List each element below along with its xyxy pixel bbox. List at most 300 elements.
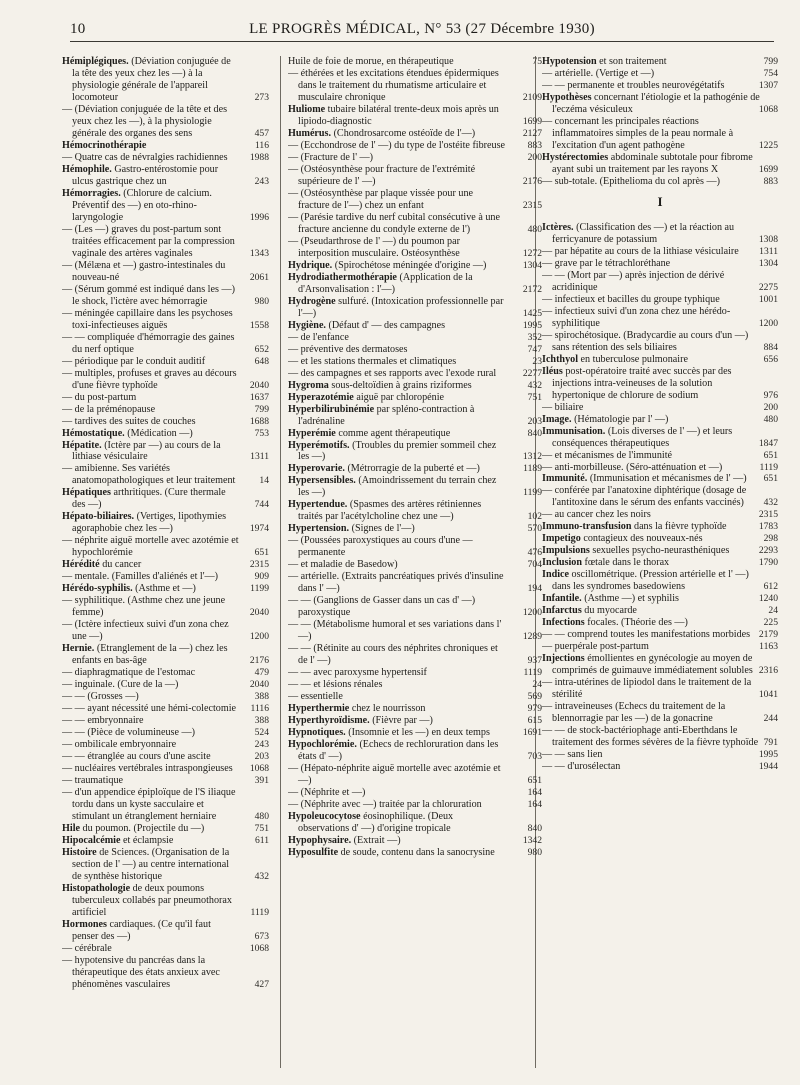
entry-heading: Hormones xyxy=(62,918,107,930)
page-reference: 244 xyxy=(763,713,778,725)
entry-heading: Hépatiques xyxy=(62,487,111,499)
section-letter: I xyxy=(657,193,663,209)
index-entry xyxy=(542,402,778,414)
page-reference: 612 xyxy=(763,581,778,593)
index-entry xyxy=(62,703,269,715)
index-entry xyxy=(542,366,778,402)
page-reference: 1558 xyxy=(249,319,269,331)
entry-text: sous-deltoïdien à grains riziformes xyxy=(331,379,472,391)
entry-text: (Métrorragie de la puberté et —) xyxy=(347,463,480,475)
index-entry xyxy=(62,56,269,104)
index-entry xyxy=(542,569,778,593)
index-entry xyxy=(62,715,269,727)
entry-heading: Hyperazotémie xyxy=(288,391,354,403)
entry-text: — diaphragmatique de l'estomac xyxy=(62,667,196,679)
index-entry xyxy=(288,140,542,152)
page-reference: 2179 xyxy=(758,629,778,641)
entry-text: abdominale subtotale pour fibrome ayant subi un traitement par les rayons X xyxy=(552,151,753,175)
index-entry xyxy=(62,619,269,643)
index-entry xyxy=(542,545,778,557)
entry-text: — et mécanismes de l'immunité xyxy=(542,449,673,461)
page-reference: 744 xyxy=(254,499,269,511)
entry-heading: Hémostatique. xyxy=(62,427,125,439)
index-entry xyxy=(288,715,542,727)
index-entry xyxy=(288,332,542,344)
index-entry xyxy=(542,473,778,485)
entry-text: — — sans lien xyxy=(542,749,603,761)
page-reference: 1289 xyxy=(522,631,542,643)
index-entry xyxy=(542,176,778,188)
index-entry xyxy=(288,164,542,188)
index-entry xyxy=(542,653,778,677)
entry-heading: Hypothèses xyxy=(542,91,592,103)
entry-text: — au cancer chez les noirs xyxy=(542,509,651,521)
page-reference: 1312 xyxy=(522,451,542,463)
entry-heading: Hipocalcémie xyxy=(62,834,121,846)
entry-heading: Hygiène. xyxy=(288,319,326,331)
entry-text: (Spasmes des artères rétiniennes traités par l'acétylcholine chez une —) xyxy=(298,499,482,523)
index-entry xyxy=(288,727,542,739)
index-entry xyxy=(288,463,542,475)
page-reference: 1200 xyxy=(249,631,269,643)
page-reference: 75 xyxy=(532,56,542,67)
page-reference: 799 xyxy=(254,403,269,415)
entry-text: — (Parésie tardive du nerf cubital consécutive à une fracture ancienne du condyle externe de l') xyxy=(288,211,500,235)
entry-text: — nucléaires vertébrales intraspongieuses xyxy=(62,763,233,775)
entry-text: (Médication —) xyxy=(127,427,193,439)
entry-text: chez le nourrisson xyxy=(351,703,426,715)
entry-text: — (Sérum gommé est indiqué dans les —) le shock, l'ictère avec hémorragie xyxy=(62,283,235,307)
entry-heading: Immunisation. xyxy=(542,425,606,437)
index-entry xyxy=(288,212,542,236)
page-reference: 2172 xyxy=(522,283,542,295)
page-reference: 979 xyxy=(527,703,542,715)
entry-text: — — permanente et troubles neurovégétatifs xyxy=(542,79,725,91)
entry-text: — sub-totale. (Epithelioma du col après —) xyxy=(542,175,720,187)
entry-text: — puerpérale post-partum xyxy=(542,641,649,653)
index-entry xyxy=(288,835,542,847)
entry-heading: Immuno-transfusion xyxy=(542,521,632,533)
entry-text: — d'un appendice épiploïque de l'S iliaque tordu dans un kyste sacculaire et stimulant un étranglement herniaire xyxy=(62,787,236,823)
entry-text: — (Fracture de l' —) xyxy=(288,151,374,163)
entry-text: post-opératoire traité avec succès par des injections intra-veineuses de la solution hypertonique de chlorure de sodium xyxy=(552,365,732,401)
entry-text: — tardives des suites de couches xyxy=(62,415,196,427)
index-entry xyxy=(542,426,778,450)
entry-text: — (Ictère infectieux suivi d'un zona chez une —) xyxy=(62,619,229,643)
page-reference: 611 xyxy=(254,834,269,846)
page-reference: 1200 xyxy=(522,607,542,619)
index-entry xyxy=(288,428,542,440)
entry-text: — (Ostéosynthèse par plaque vissée pour une fracture de l'—) chez un enfant xyxy=(288,187,474,211)
entry-text: dans la fièvre typhoïde xyxy=(634,521,727,533)
page-reference: 883 xyxy=(763,175,778,187)
entry-heading: Hypoleucocytose xyxy=(288,811,361,823)
entry-text: — (Les —) graves du post-partum sont traitées efficacement par la compression vaginale des artères vaginales xyxy=(62,223,235,259)
page-reference: 751 xyxy=(254,823,269,834)
entry-text: — infectieux et bacilles du groupe typhique xyxy=(542,293,720,305)
page-reference: 909 xyxy=(254,571,269,583)
index-entry xyxy=(62,104,269,140)
index-entry xyxy=(542,294,778,306)
entry-text: — par hépatite au cours de la lithiase vésiculaire xyxy=(542,245,739,257)
page-reference: 2315 xyxy=(758,509,778,521)
entry-text: comme agent thérapeutique xyxy=(338,427,451,439)
page-reference: 2293 xyxy=(758,545,778,557)
entry-text: — éthérées et les excitations étendues épidermiques dans le traitement du rhumatisme articulaire et musculaire chronique xyxy=(288,67,499,103)
page-reference: 1307 xyxy=(758,79,778,91)
index-entry xyxy=(288,260,542,272)
entry-heading: Hépato-biliaires. xyxy=(62,511,135,523)
index-entry xyxy=(288,619,542,643)
index-entry xyxy=(62,332,269,356)
entry-text: — (Ecchondrose de l' —) du type de l'ostéite fibreuse xyxy=(288,139,506,151)
index-entry xyxy=(62,559,269,571)
entry-text: — cérébrale xyxy=(62,942,112,954)
entry-heading: Hémocrinothérapie xyxy=(62,139,147,151)
page-reference: 2176 xyxy=(249,655,269,667)
page-reference: 747 xyxy=(527,343,542,355)
entry-text: — (Pseudarthrose de l' —) du poumon par interposition musculaire. Ostéosynthèse xyxy=(288,235,460,259)
index-entry xyxy=(62,535,269,559)
entry-text: (Immunisation et mécanismes de l' —) xyxy=(589,473,747,485)
page-reference: 2275 xyxy=(758,281,778,293)
index-entry xyxy=(288,272,542,296)
index-entry xyxy=(542,246,778,258)
page-reference: 673 xyxy=(254,930,269,942)
entry-heading: Ictères. xyxy=(542,221,574,233)
page-reference: 457 xyxy=(254,127,269,139)
entry-text: — — étranglée au cours d'une ascite xyxy=(62,751,211,763)
page-reference: 648 xyxy=(254,355,269,367)
entry-heading: Hystérectomies xyxy=(542,151,609,163)
index-entry xyxy=(62,440,269,464)
page-reference: 2315 xyxy=(249,559,269,571)
index-entry xyxy=(288,763,542,787)
page-reference: 243 xyxy=(254,739,269,751)
page-reference: 1699 xyxy=(758,163,778,175)
page-reference: 1699 xyxy=(522,115,542,127)
page-reference: 1041 xyxy=(758,689,778,701)
entry-text: (Amoindrissement du terrain chez les —) xyxy=(298,475,497,499)
index-entry xyxy=(62,787,269,823)
entry-text: (Troubles du premier sommeil chez les —) xyxy=(298,439,497,463)
entry-text: — multiples, profuses et graves au décours d'une fièvre typhoïde xyxy=(62,367,237,391)
entry-text: Huile de foie de morue, en thérapeutique xyxy=(288,56,454,67)
entry-heading: Hyperovarie. xyxy=(288,463,345,475)
page-reference: 164 xyxy=(527,787,542,799)
entry-text: — grave par le tétrachloréthane xyxy=(542,257,671,269)
entry-text: — (Mélæna et —) gastro-intestinales du nouveau-né xyxy=(62,259,226,283)
index-entry xyxy=(62,823,269,835)
entry-heading: Hydrique. xyxy=(288,259,333,271)
entry-text: Gastro-entérostomie pour ulcus gastrique chez un xyxy=(72,163,219,187)
index-entry xyxy=(542,450,778,462)
page-reference: 1974 xyxy=(249,523,269,535)
index-entry xyxy=(62,583,269,595)
entry-text: (Vertiges, lipothymies agoraphobie chez les —) xyxy=(72,511,227,535)
entry-text: concernant l'étiologie et la pathogénie de l'eczéma vésiculeux xyxy=(552,91,760,115)
page-reference: 1001 xyxy=(758,293,778,305)
page-reference: 1691 xyxy=(522,727,542,739)
entry-text: — anti-morbilleuse. (Séro-atténuation et —) xyxy=(542,461,723,473)
index-entry xyxy=(288,787,542,799)
page-reference: 1995 xyxy=(758,749,778,761)
page-reference: 753 xyxy=(254,427,269,439)
page-reference: 1688 xyxy=(249,415,269,427)
index-entry xyxy=(62,943,269,955)
page-reference: 480 xyxy=(527,223,542,235)
page-reference: 570 xyxy=(527,523,542,535)
page-reference: 651 xyxy=(527,775,542,787)
index-entry xyxy=(288,344,542,356)
index-entry xyxy=(62,188,269,224)
entry-text: — — (Mort par —) après injection de dérivé acridinique xyxy=(542,269,725,293)
entry-text: de soude, contenu dans la sanocrysine xyxy=(340,846,495,858)
entry-text: oscillométrique. (Pression artérielle et l' —) dans les syndromes basedowiens xyxy=(552,569,749,593)
page-reference: 480 xyxy=(254,811,269,823)
page-reference: 2109 xyxy=(522,91,542,103)
entry-heading: Hile xyxy=(62,823,80,834)
index-entry xyxy=(62,416,269,428)
entry-text: (Déviation conjuguée de la tête des yeux chez les —) à la physiologie générale de l'appareil locomoteur xyxy=(72,56,231,103)
index-entry xyxy=(542,677,778,701)
page-reference: 225 xyxy=(763,617,778,629)
index-entry xyxy=(62,152,269,164)
entry-text: (Fièvre par —) xyxy=(372,715,433,727)
entry-heading: Hérédo-syphilis. xyxy=(62,583,133,595)
entry-heading: Immunité. xyxy=(542,473,588,485)
entry-heading: Huliome xyxy=(288,103,326,115)
index-column-2 xyxy=(288,56,542,1076)
entry-heading: Hypertendue. xyxy=(288,499,348,511)
page-reference: 432 xyxy=(763,497,778,509)
index-entry xyxy=(62,308,269,332)
index-entry xyxy=(288,811,542,835)
index-entry xyxy=(62,691,269,703)
page-reference: 976 xyxy=(763,389,778,401)
entry-heading: Hypochlorémie. xyxy=(288,739,357,751)
index-entry xyxy=(542,605,778,617)
page-reference: 2040 xyxy=(249,379,269,391)
page-reference: 116 xyxy=(254,139,269,151)
page-reference: 480 xyxy=(763,413,778,425)
index-entry xyxy=(62,284,269,308)
entry-text: de Sciences. (Organisation de la section de l' —) au centre international de synthèse historique xyxy=(72,846,230,882)
index-entry xyxy=(288,236,542,260)
index-entry xyxy=(62,368,269,392)
page-reference: 24 xyxy=(532,679,542,691)
entry-heading: Inclusion xyxy=(542,557,582,569)
index-entry xyxy=(62,847,269,883)
index-entry xyxy=(288,475,542,499)
entry-text: (Extrait —) xyxy=(353,834,401,846)
index-entry xyxy=(288,499,542,523)
index-entry xyxy=(62,667,269,679)
page-reference: 432 xyxy=(527,379,542,391)
entry-text: fœtale dans le thorax xyxy=(584,557,670,569)
index-entry xyxy=(62,356,269,368)
index-entry xyxy=(288,440,542,464)
entry-heading: Impetigo xyxy=(542,533,581,545)
index-entry xyxy=(62,571,269,583)
entry-heading: Hypnotiques. xyxy=(288,727,346,739)
entry-text: contagieux des nouveaux-nés xyxy=(583,533,703,545)
entry-text: — artérielle. (Vertige et —) xyxy=(542,67,655,79)
page-reference: 2127 xyxy=(522,127,542,139)
entry-text: (Asthme et —) xyxy=(135,583,196,595)
page-reference: 203 xyxy=(254,751,269,763)
page-reference: 569 xyxy=(527,691,542,703)
entry-text: (Classification des —) et la réaction au ferricyanure de potassium xyxy=(552,221,735,245)
index-entry xyxy=(288,188,542,212)
entry-heading: Hyperémie xyxy=(288,427,336,439)
entry-text: — et les stations thermales et climatiques xyxy=(288,355,457,367)
page-reference: 1308 xyxy=(758,233,778,245)
entry-text: — infectieux suivi d'un zona chez une hérédo-syphilitique xyxy=(542,305,731,329)
index-entry xyxy=(542,725,778,749)
index-entry xyxy=(542,270,778,294)
page-reference: 1199 xyxy=(250,583,269,595)
page-reference: 980 xyxy=(254,295,269,307)
entry-text: — spirochétosique. (Bradycardie au cours d'un —) sans rétention des sels biliaires xyxy=(542,329,749,353)
entry-text: — Quatre cas de névralgies rachidiennes xyxy=(62,151,228,163)
entry-heading: Hernie. xyxy=(62,643,95,655)
page-reference: 704 xyxy=(527,559,542,571)
index-entry xyxy=(288,56,542,68)
entry-heading: Infantile. xyxy=(542,593,582,605)
index-entry xyxy=(288,128,542,140)
entry-text: — — (Rétinite au cours des néphrites chroniques et de l' —) xyxy=(288,643,498,667)
entry-text: — du post-partum xyxy=(62,391,137,403)
page-reference: 2176 xyxy=(522,175,542,187)
index-entry xyxy=(288,368,542,380)
entry-text: — — (Grosses —) xyxy=(62,691,139,703)
entry-heading: Impulsions xyxy=(542,545,590,557)
page-reference: 791 xyxy=(763,737,778,749)
entry-text: — (Ostéosynthèse pour fracture de l'extrémité supérieure de l' —) xyxy=(288,163,476,187)
index-entry xyxy=(62,404,269,416)
index-entry xyxy=(62,260,269,284)
entry-heading: Hypertension. xyxy=(288,523,350,535)
entry-text: émollientes en gynécologie au moyen de comprimés de guimauve immédiatement solubles xyxy=(552,653,753,677)
index-entry xyxy=(542,533,778,545)
page-reference: 200 xyxy=(763,401,778,413)
entry-text: — — (Ganglions de Gasser dans un cas d' —) paroxystique xyxy=(288,595,476,619)
index-entry xyxy=(62,487,269,511)
index-entry xyxy=(542,152,778,176)
index-entry xyxy=(288,104,542,128)
index-entry xyxy=(288,404,542,428)
entry-text: — — comprend toutes les manifestations morbides xyxy=(542,629,751,641)
entry-text: — mentale. (Familles d'aliénés et l'—) xyxy=(62,571,219,583)
index-entry xyxy=(288,799,542,811)
page-reference: 427 xyxy=(254,978,269,990)
page-reference: 2315 xyxy=(522,199,542,211)
entry-text: — — avec paroxysme hypertensif xyxy=(288,667,427,679)
entry-heading: Hyposulfite xyxy=(288,846,339,858)
page-reference: 656 xyxy=(763,353,778,365)
page-reference: 1116 xyxy=(250,703,269,715)
page-reference: 273 xyxy=(254,91,269,103)
journal-title: LE PROGRÈS MÉDICAL, N° 53 (27 Décembre 1930) xyxy=(249,21,595,37)
entry-text: — — compliquée d'hémorragie des gaines du nerf optique xyxy=(62,331,235,355)
page-reference: 884 xyxy=(763,341,778,353)
entry-text: — périodique par le conduit auditif xyxy=(62,355,206,367)
page-reference: 352 xyxy=(527,331,542,343)
entry-text: — — (Métabolisme humoral et ses variations dans l' —) xyxy=(288,619,502,643)
entry-text: et éclampsie xyxy=(123,834,174,846)
entry-heading: Infarctus xyxy=(542,605,582,617)
index-entry xyxy=(62,727,269,739)
entry-heading: Ichthyol xyxy=(542,353,579,365)
entry-heading: Hypophysaire. xyxy=(288,834,352,846)
entry-text: — néphrite aiguë mortelle avec azotémie et hypochlorémie xyxy=(62,535,239,559)
entry-text: — syphilitique. (Asthme chez une jeune femme) xyxy=(62,595,226,619)
page-reference: 615 xyxy=(527,715,542,727)
entry-text: (Insomnie et les —) en deux temps xyxy=(348,727,490,739)
page-reference: 1304 xyxy=(522,259,542,271)
entry-text: (Echecs de rechloruration dans les états d' —) xyxy=(298,739,499,763)
entry-text: arthritiques. (Cure thermale des —) xyxy=(72,487,226,511)
page-reference: 652 xyxy=(254,343,269,355)
entry-text: — inguinale. (Cure de la —) xyxy=(62,679,179,691)
index-entry xyxy=(288,691,542,703)
page-header xyxy=(70,21,774,42)
page-reference: 799 xyxy=(763,56,778,67)
page-reference: 1304 xyxy=(758,257,778,269)
index-entry xyxy=(288,847,542,859)
page-reference: 840 xyxy=(527,427,542,439)
page-reference: 203 xyxy=(527,415,542,427)
entry-text: aiguë par chloropénie xyxy=(356,391,445,403)
index-entry xyxy=(288,152,542,164)
index-entry xyxy=(288,523,542,535)
page-reference: 840 xyxy=(527,823,542,834)
index-entry xyxy=(542,557,778,569)
entry-heading: Hyperbilirubinémie xyxy=(288,403,375,415)
index-entry xyxy=(62,164,269,188)
index-entry xyxy=(542,485,778,509)
entry-text: du cancer xyxy=(102,559,142,571)
index-entry xyxy=(62,883,269,919)
entry-heading: Histopathologie xyxy=(62,882,131,894)
entry-text: — (Déviation conjuguée de la tête et des yeux chez les —), à la physiologie générale des organes des sens xyxy=(62,103,228,139)
entry-text: — conférée par l'anatoxine diphtérique (dosage de l'antitoxine dans le sérum des enfants vaccinés) xyxy=(542,485,747,509)
page-reference: 1944 xyxy=(758,761,778,773)
page-reference: 1240 xyxy=(758,593,778,605)
entry-text: — essentielle xyxy=(288,691,343,703)
entry-text: cardiaques. (Ce qu'il faut penser des —) xyxy=(72,918,211,942)
index-entry xyxy=(288,643,542,667)
index-entry xyxy=(62,140,269,152)
page-reference: 2040 xyxy=(249,607,269,619)
column-rule xyxy=(280,56,281,1068)
entry-heading: Hémiplégiques. xyxy=(62,56,129,67)
page-reference: 703 xyxy=(527,751,542,763)
index-entry xyxy=(62,739,269,751)
index-entry xyxy=(288,535,542,559)
entry-heading: Hyperémotifs. xyxy=(288,439,350,451)
page-reference: 1068 xyxy=(249,942,269,954)
entry-text: (Signes de l'—) xyxy=(351,523,415,535)
index-entry xyxy=(62,679,269,691)
index-entry xyxy=(542,116,778,152)
entry-text: — de l'enfance xyxy=(288,331,349,343)
entry-text: — (Poussées paroxystiques au cours d'une — permanente xyxy=(288,535,473,559)
entry-text: (Etranglement de la —) chez les enfants en bas-âge xyxy=(72,643,228,667)
page-reference: 243 xyxy=(254,175,269,187)
index-entry xyxy=(62,511,269,535)
